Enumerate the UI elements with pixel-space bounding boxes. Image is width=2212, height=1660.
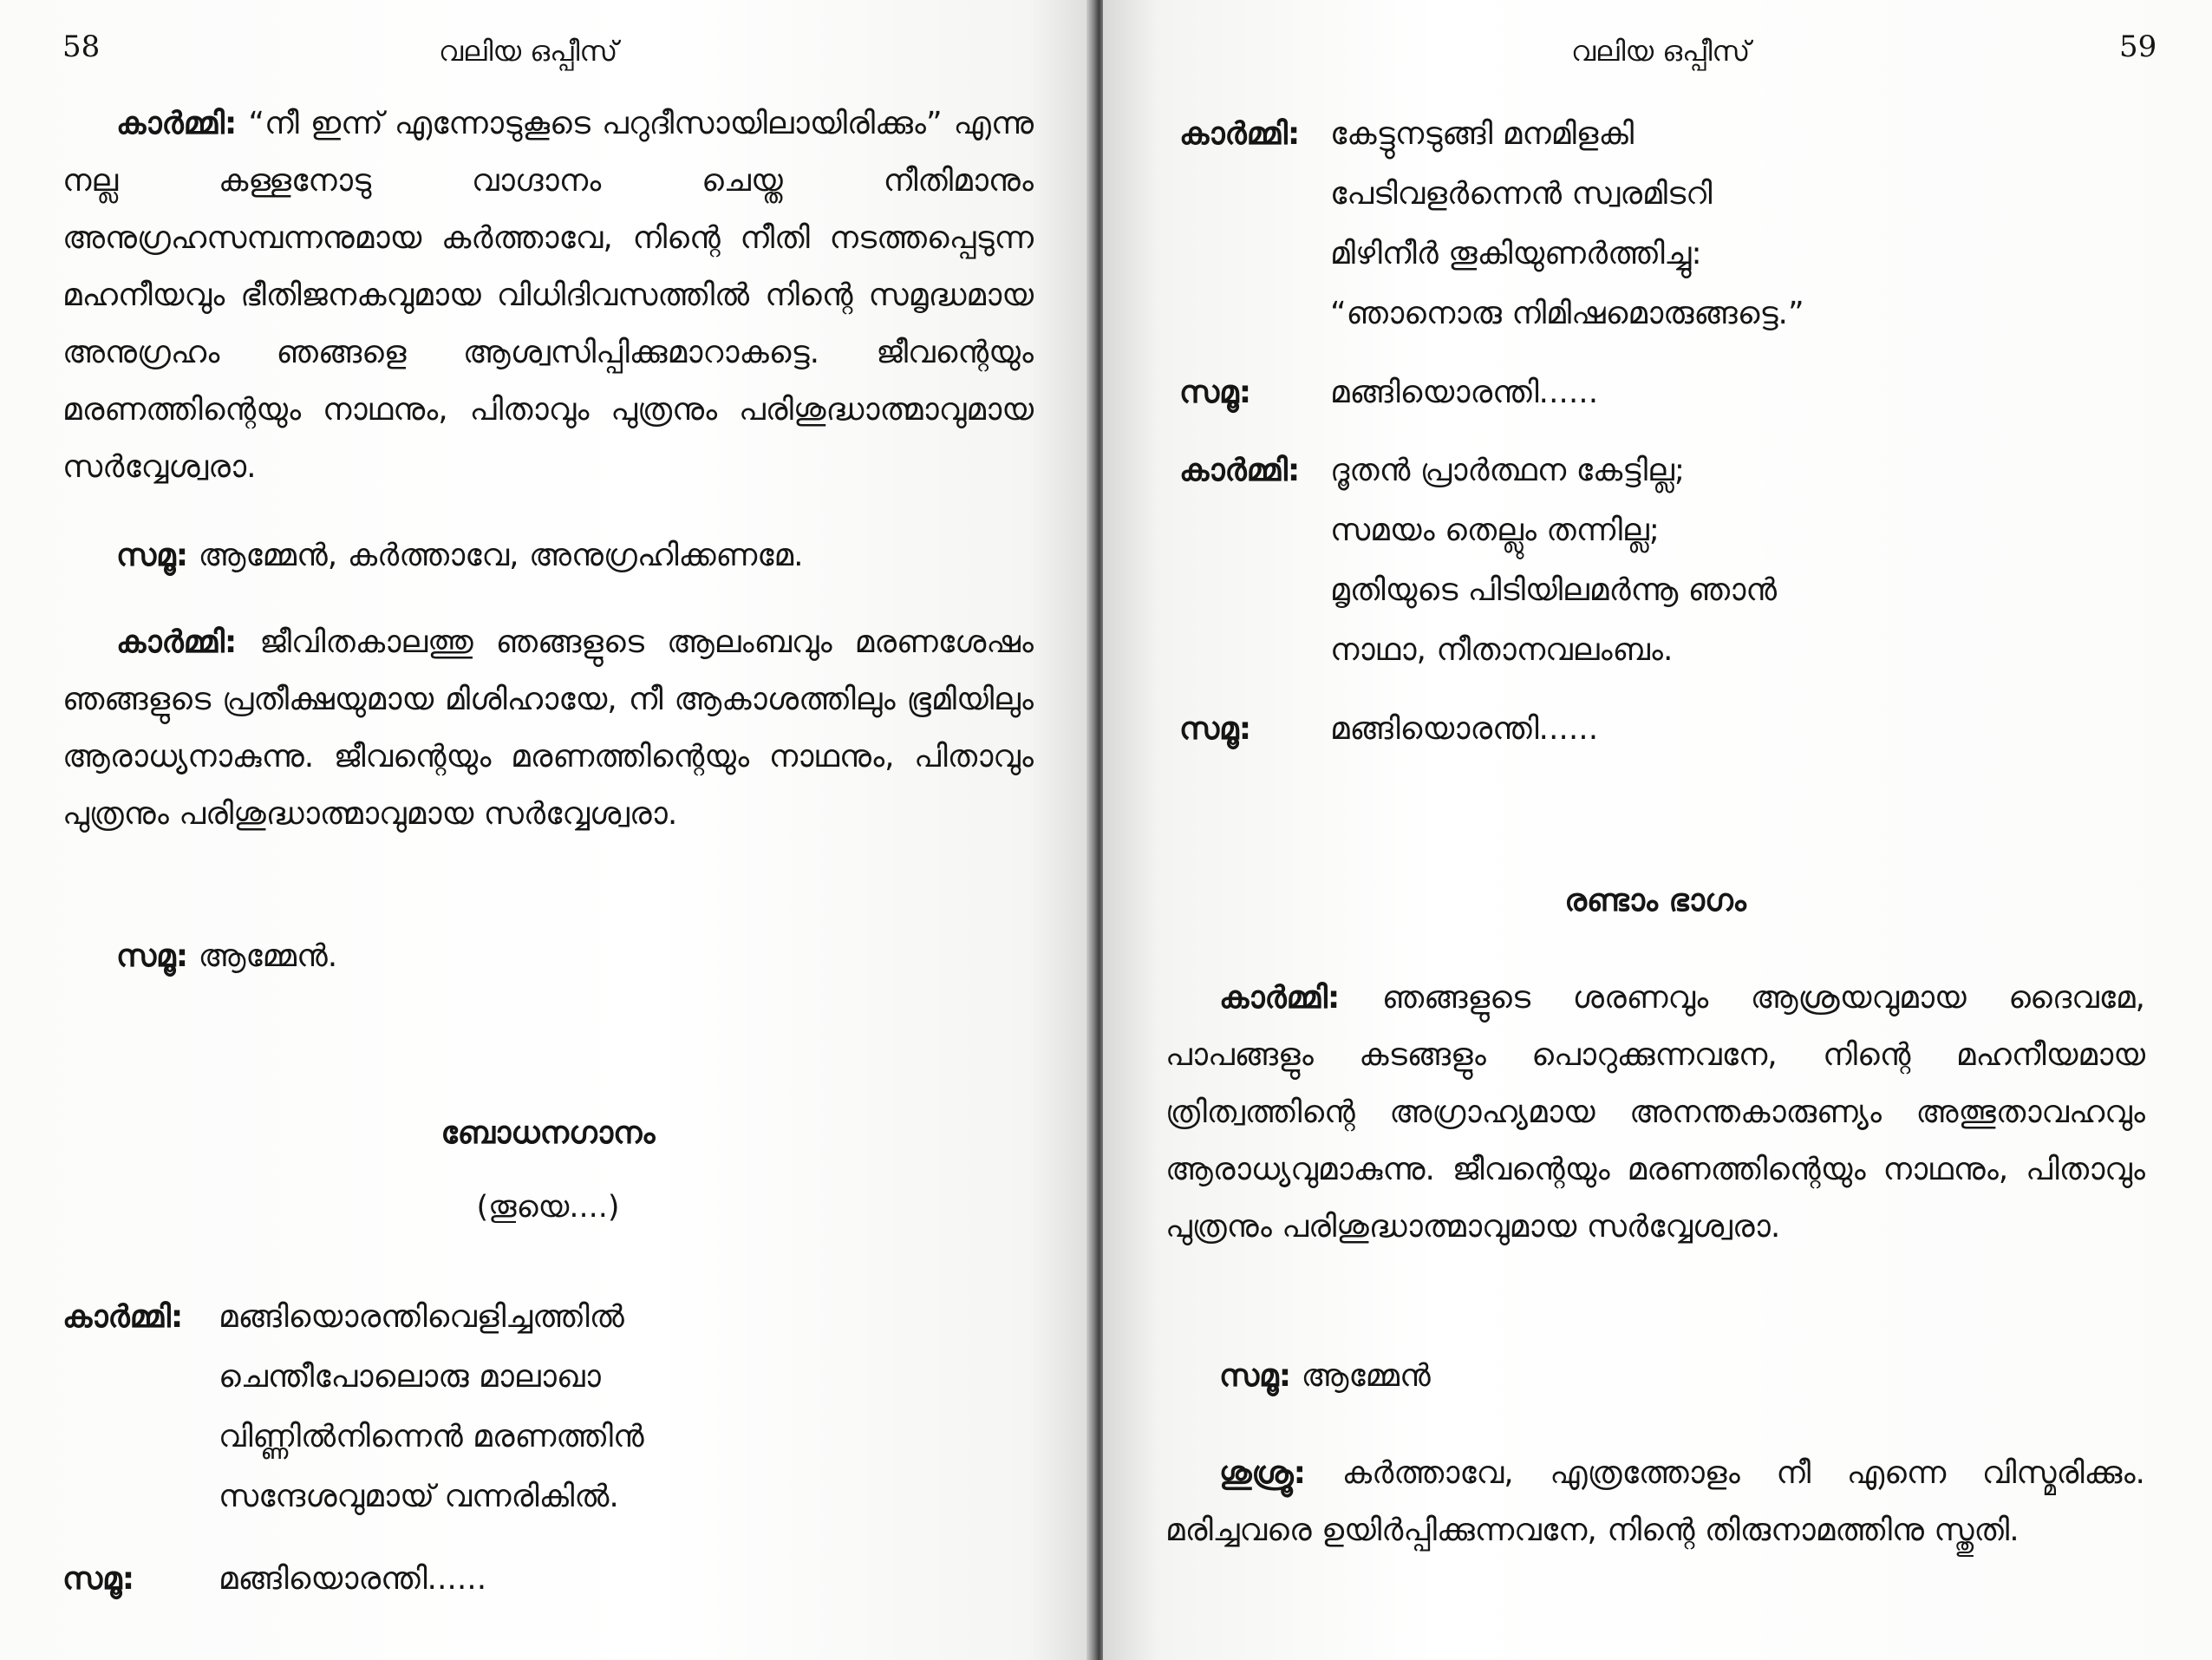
right-page [1103, 0, 2212, 1660]
verse-line: ദൂതൻ പ്രാർത്ഥന കേട്ടില്ല; [1330, 453, 1686, 488]
verse-line: വിണ്ണിൽനിന്നെൻ മരണത്തിൻ [219, 1419, 644, 1454]
verse-line: സന്ദേശവുമായ് വന്നരികിൽ. [219, 1479, 619, 1514]
verse-line: “ഞാനൊരു നിമിഷമൊരുങ്ങട്ടെ.” [1330, 296, 1804, 331]
speaker-label: കാർമ്മി: [116, 624, 238, 660]
verse-line: മങ്ങിയൊരന്തിവെളിച്ചത്തിൽ [219, 1299, 624, 1335]
paragraph-text: “നീ ഇന്ന് എന്നോടുകൂടെ പറുദീസായിലായിരിക്കും” എന്നു നല്ല കള്ളനോടു വാഗ്ദാനം ചെയ്ത നീതിമാനും അനുഗ്രഹസമ്പന്നനുമായ കർത്താവേ, നിന്റെ നീതി നടത്തപ്പെടുന്ന മഹനീയവും ഭീതിജനകവുമായ വിധിദിവസത്തിൽ നിന്റെ സമൃദ്ധമായ അനുഗ്രഹം ഞങ്ങളെ ആശ്വസിപ്പിക്കുമാറാകട്ടെ. ജീവന്റെയും മരണത്തിന്റെയും നാഥനും, പിതാവും പുത്രനും പരിശുദ്ധാത്മാവുമായ സർവ്വേശ്വരാ. [62, 106, 1034, 485]
response-1 [116, 533, 804, 579]
verse-line: പേടിവളർന്നെൻ സ്വരമിടറി [1330, 176, 1713, 212]
verse-line: മിഴിനീർ തൂകിയുണർത്തിച്ചു: [1330, 236, 1702, 271]
response-text: മങ്ങിയൊരന്തി...... [1330, 711, 1599, 747]
response-3 [1219, 1353, 1431, 1400]
running-head: വലിയ ഒപ്പീസ് [439, 35, 618, 68]
response-text: ആമ്മേൻ. [198, 938, 338, 974]
verse-line: ചെന്തീപോലൊരു മാലാഖാ [219, 1359, 601, 1395]
verse-line: നാഥാ, നീതാനവലംബം. [1330, 632, 1674, 668]
response-2 [116, 933, 337, 980]
verse-line: കേട്ടുനടുങ്ങി മനമിളകി [1330, 116, 1635, 152]
speaker-label: കാർമ്മി: [1179, 116, 1301, 152]
speaker-label: കാർമ്മി: [62, 1299, 184, 1335]
section-heading: രണ്ടാം ഭാഗം [1564, 883, 1746, 918]
speaker-label: കാർമ്മി: [1179, 453, 1301, 488]
speaker-label: സമൂ: [62, 1561, 135, 1597]
speaker-label: ശുശ്രൂ: [1219, 1455, 1307, 1491]
speaker-label: സമൂ: [1179, 375, 1252, 410]
paragraph-text: ജീവിതകാലത്തു ഞങ്ങളുടെ ആലംബവും മരണശേഷം ഞങ്ങളുടെ പ്രതീക്ഷയുമായ മിശിഹായേ, നീ ആകാശത്തിലും ഭൂമിയിലും ആരാധ്യനാകുന്നു. ജീവന്റെയും മരണത്തിന്റെയും നാഥനും, പിതാവും പുത്രനും പരിശുദ്ധാത്മാവുമായ സർവ്വേശ്വരാ. [62, 624, 1034, 832]
page-number: 58 [62, 29, 101, 64]
speaker-label: സമൂ: [1219, 1358, 1292, 1394]
tune-reference: (തൂയെ....) [476, 1190, 620, 1225]
verse-line: സമയം തെല്ലും തന്നില്ല; [1330, 513, 1660, 548]
prayer-paragraph-1 [62, 95, 1034, 496]
paragraph-text: ഞങ്ങളുടെ ശരണവും ആശ്രയവുമായ ദൈവമേ, പാപങ്ങളും കടങ്ങളും പൊറുക്കുന്നവനേ, നിന്റെ മഹനീയമായ ത്രിത്വത്തിന്റെ അഗ്രാഹ്യമായ അനന്തകാരുണ്യം അത്ഭുതാവഹവും ആരാധ്യവുമാകുന്നു. ജീവന്റെയും മരണത്തിന്റെയും നാഥനും, പിതാവും പുത്രനും പരിശുദ്ധാത്മാവുമായ സർവ്വേശ്വരാ. [1165, 980, 2145, 1245]
hymn-verse-2 [1330, 441, 1777, 680]
response-text: ആമ്മേൻ [1301, 1358, 1431, 1394]
page-number: 59 [2119, 29, 2157, 64]
verse-line: മൃതിയുടെ പിടിയിലമർന്നൂ ഞാൻ [1330, 572, 1778, 608]
speaker-label: കാർമ്മി: [1219, 980, 1341, 1016]
hymn-verse [219, 1287, 644, 1526]
left-page [0, 0, 1094, 1660]
prayer-paragraph-1 [1165, 970, 2145, 1313]
section-heading: ബോധനഗാനം [440, 1115, 656, 1151]
hymn-verse-1 [1330, 104, 1804, 343]
response-text: മങ്ങിയൊരന്തി...... [1330, 375, 1599, 410]
running-head: വലിയ ഒപ്പീസ് [1571, 35, 1751, 68]
speaker-label: കാർമ്മി: [116, 106, 238, 141]
paragraph-text: കർത്താവേ, എത്രത്തോളം നീ എന്നെ വിസ്മരിക്കും. മരിച്ചവരെ ഉയിർപ്പിക്കുന്നവനേ, നിന്റെ തിരുനാമത്തിനു സ്തുതി. [1165, 1455, 2145, 1548]
speaker-label: സമൂ: [116, 538, 189, 573]
speaker-label: സമൂ: [116, 938, 189, 974]
prayer-paragraph-2 [1165, 1445, 2145, 1617]
speaker-label: സമൂ: [1179, 711, 1252, 747]
response-text: മങ്ങിയൊരന്തി...... [219, 1561, 487, 1597]
response-text: ആമ്മേൻ, കർത്താവേ, അനുഗ്രഹിക്കണമേ. [198, 538, 804, 573]
prayer-paragraph-2 [62, 614, 1034, 900]
